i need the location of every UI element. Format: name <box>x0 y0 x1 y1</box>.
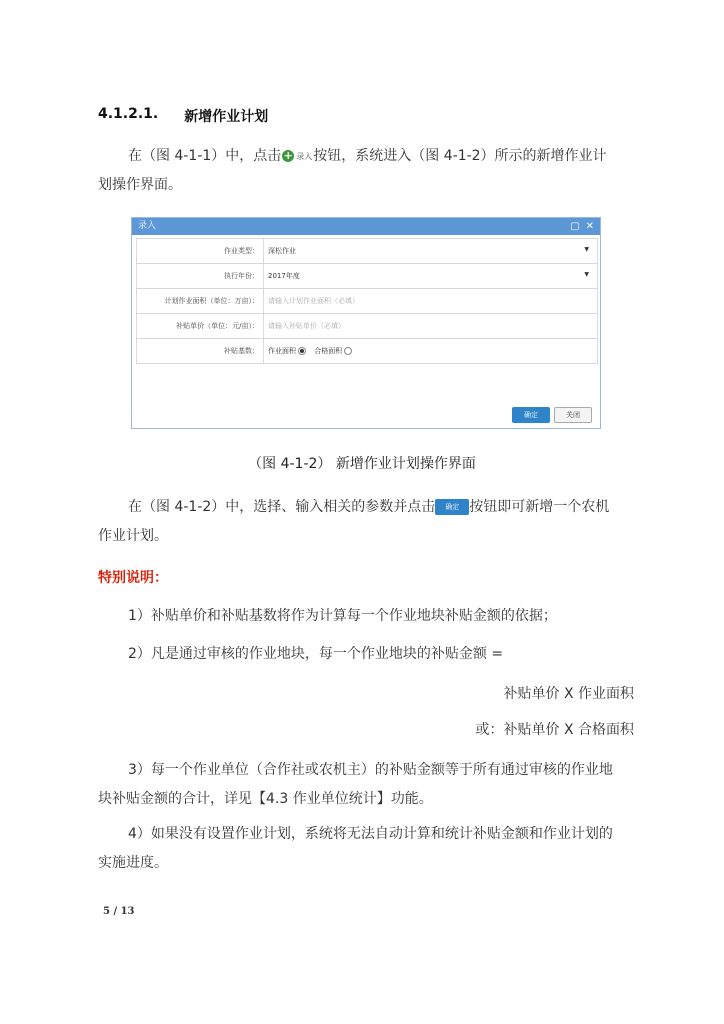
form-row-base <box>137 339 598 364</box>
instruction-text-continued: 按钮即可新增一个农机 <box>469 499 610 515</box>
formula-work-area: 补贴单价 X 作业面积 <box>503 686 634 702</box>
job-type-value: 深松作业 <box>268 247 296 255</box>
instruction-text: 在（图 4-1-2）中，选择、输入相关的参数并点击 <box>128 499 436 515</box>
page-number: 5 / 13 <box>103 906 135 917</box>
intro-text-line2: 划操作界面。 <box>98 177 182 193</box>
year-select[interactable] <box>264 264 598 289</box>
note-4-text: 4）如果没有设置作业计划，系统将无法自动计算和统计补贴金额和作业计划的 <box>128 826 613 842</box>
dialog-title: 录入 <box>138 221 157 231</box>
form-row-area <box>137 289 598 314</box>
subsidy-base-label: 补贴基数： <box>137 339 264 364</box>
add-record-label: 录入 <box>296 151 313 161</box>
unit-price-label: 补贴单价（单位：元/亩）： <box>137 314 264 339</box>
add-record-icon: + 录入 <box>282 148 312 164</box>
planned-area-input[interactable] <box>264 289 598 314</box>
year-label: 执行年份： <box>137 264 264 289</box>
figure-caption: （图 4-1-2） 新增作业计划操作界面 <box>248 456 476 472</box>
confirm-button[interactable]: 确定 <box>512 407 550 423</box>
form-row-year <box>137 264 598 289</box>
intro-paragraph <box>98 142 636 200</box>
instruction-paragraph <box>98 493 636 551</box>
maximize-icon[interactable]: ▢ <box>570 221 580 232</box>
radio-label-work-area: 作业面积 <box>268 347 296 355</box>
formula-qualified-area: 或：补贴单价 X 合格面积 <box>475 722 634 738</box>
unit-price-input[interactable] <box>264 314 598 339</box>
dropdown-arrow-icon: ▼ <box>584 246 589 253</box>
subsidy-base-radios <box>264 339 598 364</box>
planned-area-placeholder: 请输入计划作业面积（必填） <box>268 297 359 305</box>
note-1 <box>98 602 636 631</box>
entry-dialog-screenshot <box>131 217 601 429</box>
dropdown-arrow-icon: ▼ <box>584 271 589 278</box>
radio-qualified-area[interactable] <box>344 347 352 355</box>
dialog-title-bar <box>132 218 600 235</box>
note-3 <box>98 756 636 814</box>
note-3-text-line2: 块补贴金额的合计，详见【4.3 作业单位统计】功能。 <box>98 791 433 807</box>
intro-text: 在（图 4-1-1）中，点击 <box>128 148 282 164</box>
radio-work-area[interactable] <box>298 347 306 355</box>
close-icon[interactable]: ✕ <box>585 221 594 232</box>
section-number: 4.1.2.1. <box>98 106 159 122</box>
intro-text-continued: 按钮，系统进入（图 4-1-2）所示的新增作业计 <box>313 148 607 164</box>
job-type-select[interactable] <box>264 239 598 264</box>
section-title: 新增作业计划 <box>184 109 269 125</box>
section-heading <box>98 106 268 126</box>
form-row-price <box>137 314 598 339</box>
close-button[interactable]: 关闭 <box>554 407 592 423</box>
note-2 <box>98 640 636 669</box>
form-row-job-type <box>137 239 598 264</box>
note-1-text: 1）补贴单价和补贴基数将作为计算每一个作业地块补贴金额的依据； <box>128 608 557 624</box>
note-4-text-line2: 实施进度。 <box>98 855 168 871</box>
confirm-button-image: 确定 <box>435 499 469 515</box>
year-value: 2017年度 <box>268 272 300 280</box>
job-type-label: 作业类型： <box>137 239 264 264</box>
dialog-form <box>136 238 598 364</box>
note-2-text: 2）凡是通过审核的作业地块，每一个作业地块的补贴金额 = <box>128 646 504 662</box>
special-note-title: 特别说明： <box>98 570 168 586</box>
note-4 <box>98 820 636 878</box>
planned-area-label: 计划作业面积（单位：万亩）： <box>137 289 264 314</box>
instruction-text-line2: 作业计划。 <box>98 528 168 544</box>
unit-price-placeholder: 请输入补贴单价（必填） <box>268 322 345 330</box>
radio-label-qualified-area: 合格面积 <box>314 347 343 355</box>
note-3-text: 3）每一个作业单位（合作社或农机主）的补贴金额等于所有通过审核的作业地 <box>128 762 613 778</box>
